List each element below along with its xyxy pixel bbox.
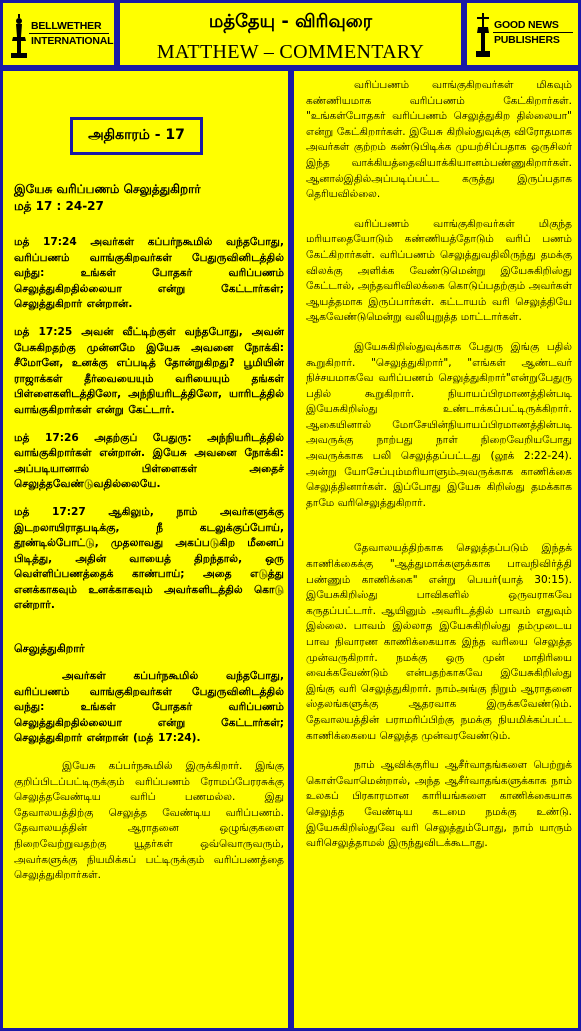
right-column-content <box>306 78 572 866</box>
commentary-paragraph-6: நாம் ஆவிக்குரிய ஆசீர்வாதங்களை பெற்றுக் கொள்வோமென்றால், அந்த ஆசீர்வாதங்களுக்காக நாம் உலகப் பிரகாரமான காரியங்களை காணிக்கையாக செலுத்த வேண்டிய கடமை நமக்கு உண்டு. இயேசுகிறிஸ்துவே வரி செலுத்தும்போது, நாம் யாரும் வரிசெலுத்தாமல் இருந்துவிடக்கூடாது. <box>306 759 572 850</box>
commentary-paragraph-3: வரிப்பணம் வாங்குகிறவர்கள் மிகுந்த மரியாதையோடும் கண்ணியத்தோடும் வரிப் பணம் கேட்கிறார்கள். வரிப்பணம் செலுத்துவதிலிருந்து தமக்கு விலக்கு அளிக்க வேண்டுமென்று இயேசுகிறிஸ்து கேட்டால், அந்தவரிவிலக்கை கொடுப்பதற்கும் அவர்கள் ஆயத்தமாக இருப்பார்கள். கட்டாயம் வரி செலுத்தியே ஆகவேண்டுமென்று வலியுறுத்த மாட்டார்கள். <box>306 217 572 324</box>
page-title-tamil: மத்தேயு - விரிவுரை <box>208 11 373 32</box>
chapter-label: அதிகாரம் - 17 <box>88 127 185 143</box>
commentary-paragraph-5: தேவாலயத்திற்காக செலுத்தப்படும் இந்தக் காணிக்கைக்கு "ஆத்துமாக்களுக்காக பாவநிவிர்த்தி பண்ணும் காணிக்கை" என்று பெயர்(யாத் 30:15). இயேசுகிறிஸ்து பாவிகளில் ஒருவராகவே கருதப்பட்டார். ஆயினும் அவரிடத்தில் பாவம் எதுவும் இல்லை. பாவம் இல்லாத இயேசுகிறிஸ்து தம்முடைய பாவ நிவாரண காணிக்கையாக இந்த வரியை செலுத்த முன்வருகிறார். நமக்கு ஒரு முன் மாதிரியை வைக்கவேண்டும் என்பதற்காகவே இயேசுகிறிஸ்து இங்கு வரி செலுத்துகிறார். நாம்அங்கு நிறும் ஆராதனை ஸ்தலங்களுக்கு ஆதரவாக இருக்கவேண்டும். தேவாலயத்தின் பராமரிப்பிற்கு நமக்கு நியமிக்கப்பட்ட காணிக்கையை செலுத்த முன்வரவேண்டும். <box>306 542 572 742</box>
header-title-box <box>117 0 464 68</box>
right-logo-line1: GOOD NEWS <box>494 19 559 31</box>
verse-17-27: மத் 17:27 ஆகிலும், நாம் அவர்களுக்கு இடறலாயிராதபடிக்கு, நீ கடலுக்குப்போய், தூண்டில்போட்டு, முதலாவது அகப்படுகிற மீனைப் பிடித்து, அதின் வாயைத் திறந்தால், ஒரு வெள்ளிப்பணத்தைக் காண்பாய்; அதை எடுத்து எனக்காகவும் உனக்காகவும் அவர்களிடத்தில் கொடு என்றார். <box>14 505 284 612</box>
verse-17-26: மத் 17:26 அதற்குப் பேதுரு: அந்நியரிடத்தில் வாங்குகிறார்கள் என்றான். இயேசு அவனை நோக்கி: அப்படியானால் பிள்ளைகள் அதைச் செலுத்தவேண்டுவதில்லையே. <box>14 431 284 491</box>
commentary-paragraph-1: இயேசு கப்பர்நகூமில் இருக்கிறார். இங்கு குறிப்பிடப்பட்டிருக்கும் வரிப்பணம் ரோமப்பேரரசுக்கு செலுத்தவேண்டிய வரிப் பணமல்ல. இது தேவாலயத்திற்கு செலுத்த வேண்டிய வரிப்பணம். தேவாலயத்தின் ஆராதனை ஒழுங்குகளை நிறைவேற்றுவதற்கு யூதர்கள் ஒவ்வொருவரும், அவர்களுக்கு நியமிக்கப் பட்டிருக்கும் வரிப்பணத்தை செலுத்துகிறார்கள். <box>14 760 284 882</box>
right-column <box>291 68 581 1031</box>
right-logo-line2: PUBLISHERS <box>494 34 560 46</box>
header-left-logo-box <box>0 0 117 68</box>
chapter-label-box <box>70 117 203 155</box>
left-column <box>0 68 291 1031</box>
header-right-logo-box <box>464 0 581 68</box>
left-logo-line2: INTERNATIONAL <box>31 35 114 47</box>
right-logo-divider <box>493 32 573 33</box>
verse-17-24: மத் 17:24 அவர்கள் கப்பர்நகூமில் வந்தபோது, வரிப்பணம் வாங்குகிறவர்கள் பேதுருவினிடத்தில் வந்து: உங்கள் போதகர் வரிப்பணம் செலுத்துகிறதில்லையா என்று கேட்டார்கள்; செலுத்துகிறார் என்றான். <box>14 236 284 311</box>
commentary-paragraph-2: வரிப்பணம் வாங்குகிறவர்கள் மிகவும் கண்ணியமாக வரிப்பணம் கேட்கிறார்கள். "உங்கள்போதகர் வரிப்பணம் செலுத்துகிற தில்லையா" என்று கேட்கிறார்கள். இயேசு கிறிஸ்துவுக்கு விரோதமாக அவர்கள் குற்றம் கண்டுபிடிக்க முயற்சிப்பதாக ஒருசிலர் இந்த வாக்கியத்தைவியாக்கியானம்பண்ணுகிறார்கள். ஆனால்இதில்அப்படிப்பட்ட கருத்து இருப்பதாக தெரியவில்லை. <box>306 79 572 201</box>
left-logo-divider <box>29 33 109 34</box>
page-title-english: MATTHEW – COMMENTARY <box>156 41 425 63</box>
commentary-paragraph-4: இயேசுகிறிஸ்துவுக்காக பேதுரு இங்கு பதில் கூறுகிறார். "செலுத்துகிறார்", "எங்கள் ஆண்டவர் நிச்சயமாகவே வரிப்பணம் செலுத்துகிறார்"என்றுபேதுரு பதில் கூறுகிறார். நியாயப்பிரமாணத்தின்படி இயேசுகிறிஸ்து உண்டாக்கப்பட்டிருக்கிறார். ஆகையினால் மோசேயின்நியாயப்பிரமாணத்தின்படி அவருக்கு நாற்பது நாள் நிறைவேறியபோது அவருக்காக பலி செலுத்தப்பட்டது (லூக் 2:22-24). அன்று யோசேப்பும்மரியாளும்அவருக்காக காணிக்கை செலுத்தினார்கள். இப்போது இயேசு கிறிஸ்து தமக்காக தாமே வரிசெலுத்துகிறார். <box>306 340 572 509</box>
left-logo-line1: BELLWETHER <box>31 20 102 32</box>
quoted-verse: அவர்கள் கப்பர்நகூமில் வந்தபோது, வரிப்பணம் வாங்குகிறவர்கள் பேதுருவினிடத்தில் வந்து: உங்கள் போதகர் வரிப்பணம் செலுத்துகிறதில்லையா என்று கேட்டார்கள்; செலுத்துகிறார் என்றான் (மத் 17:24). <box>14 670 284 745</box>
verse-17-25: மத் 17:25 அவன் வீட்டிற்குள் வந்தபோது, அவன் பேசுகிறதற்கு முன்னமே இயேசு அவனை நோக்கி: சீமோனே, உனக்கு எப்படித் தோன்றுகிறது? பூமியின் ராஜாக்கள் தீர்வையையும் வரியையும் தங்கள் பிள்ளைகளிடத்திலோ, அந்நியரிடத்திலோ, யாரிடத்தில் வாங்குகிறார்கள் என்று கேட்டார். <box>14 325 284 416</box>
left-column-content <box>14 181 284 884</box>
subheading: செலுத்துகிறார் <box>14 642 85 656</box>
section-reference: மத் 17 : 24-27 <box>14 199 104 213</box>
section-title: இயேசு வரிப்பணம் செலுத்துகிறார் <box>14 182 201 196</box>
